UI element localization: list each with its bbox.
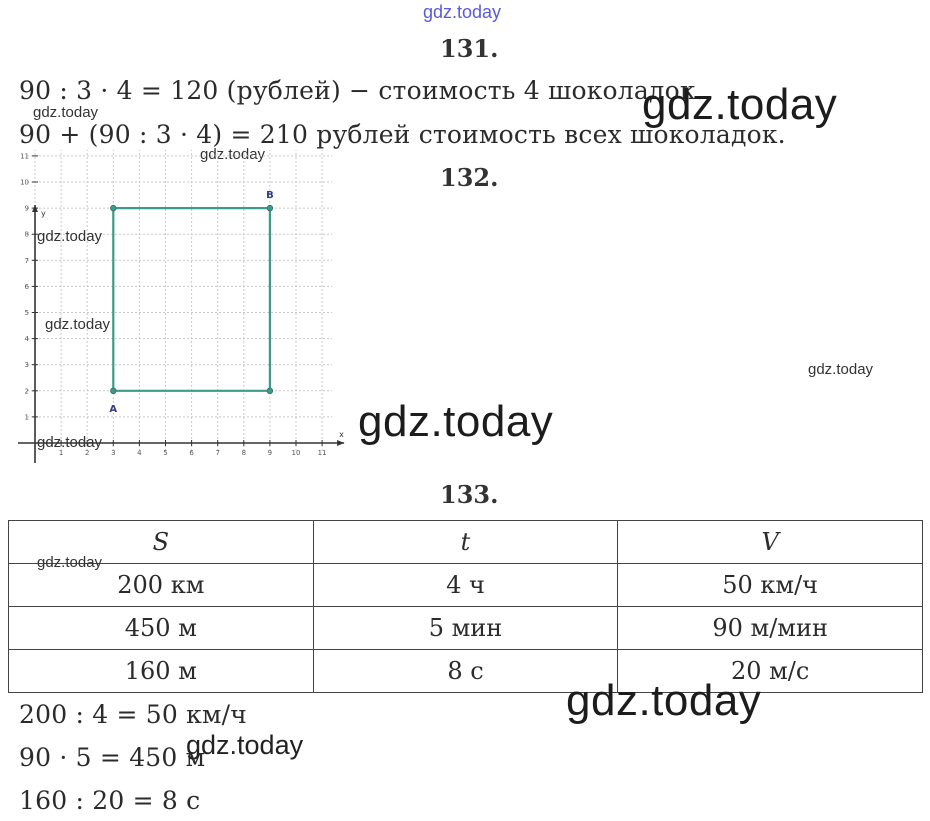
solution-131-line-2: 90 + (90 : 3 · 4) = 210 рублей стоимость всех шоколадок. bbox=[19, 120, 786, 149]
y-tick-label: 10 bbox=[20, 178, 29, 187]
x-tick-label: 6 bbox=[189, 449, 194, 457]
watermark-small: gdz.today bbox=[200, 146, 266, 163]
table-row bbox=[9, 650, 923, 693]
table-header-cell: S bbox=[9, 521, 314, 564]
watermark-small: gdz.today bbox=[808, 361, 874, 378]
point-label-b: B bbox=[266, 190, 274, 202]
x-tick-label: 8 bbox=[241, 449, 247, 457]
table-cell: 8 с bbox=[313, 650, 618, 693]
y-tick-label: 7 bbox=[24, 256, 29, 265]
x-tick-label: 7 bbox=[215, 449, 220, 457]
y-tick-label: 1 bbox=[24, 413, 29, 422]
x-tick-label: 5 bbox=[163, 449, 168, 457]
y-tick-label: 6 bbox=[24, 282, 29, 291]
point-label-a: A bbox=[109, 403, 118, 415]
x-axis-arrow bbox=[337, 440, 344, 446]
rectangle-shape bbox=[113, 208, 270, 391]
heading-132: 132. bbox=[440, 163, 499, 192]
watermark-big: gdz.today bbox=[566, 676, 762, 725]
y-tick-label: 5 bbox=[24, 309, 29, 317]
watermark-medium: gdz.today bbox=[186, 730, 304, 760]
x-tick-label: 2 bbox=[84, 449, 90, 457]
x-tick-label: 1 bbox=[58, 449, 64, 457]
watermark-big: gdz.today bbox=[642, 80, 838, 129]
y-tick-label: 9 bbox=[24, 204, 29, 213]
watermark-small: gdz.today bbox=[37, 228, 103, 245]
solution-133-line-3: 160 : 20 = 8 с bbox=[19, 786, 201, 815]
watermark-small: gdz.today bbox=[37, 554, 103, 571]
watermark-small: gdz.today bbox=[37, 434, 103, 451]
x-tick-label: 4 bbox=[137, 449, 142, 457]
y-tick-label: 3 bbox=[24, 361, 29, 370]
vertex-point bbox=[111, 388, 117, 394]
x-tick-label: 3 bbox=[111, 449, 116, 457]
table-cell: 90 м/мин bbox=[618, 607, 923, 650]
vertex-point bbox=[267, 388, 273, 394]
y-axis-label: y bbox=[41, 209, 46, 218]
table-cell: 450 м bbox=[9, 607, 314, 650]
watermark-big: gdz.today bbox=[358, 397, 554, 446]
table-cell: 160 м bbox=[9, 650, 314, 693]
table-cell: 5 мин bbox=[313, 607, 618, 650]
heading-133: 133. bbox=[440, 480, 499, 509]
x-tick-label: 10 bbox=[291, 449, 301, 457]
chart-ticks bbox=[20, 152, 326, 457]
table-cell: 50 км/ч bbox=[618, 564, 923, 607]
table-cell: 200 км bbox=[9, 564, 314, 607]
y-tick-label: 11 bbox=[20, 152, 29, 161]
solution-131-line-1: 90 : 3 · 4 = 120 (рублей) − стоимость 4 шоколадок. bbox=[19, 76, 704, 105]
x-tick-label: 11 bbox=[317, 449, 327, 457]
table-cell: 4 ч bbox=[313, 564, 618, 607]
table-header-row bbox=[9, 521, 923, 564]
watermark-small: gdz.today bbox=[45, 316, 111, 333]
watermark-small: gdz.today bbox=[33, 104, 99, 121]
watermark-top: gdz.today bbox=[423, 2, 502, 22]
solution-133-line-1: 200 : 4 = 50 км/ч bbox=[19, 700, 247, 729]
table-row bbox=[9, 564, 923, 607]
solution-133-line-2: 90 · 5 = 450 м bbox=[19, 743, 206, 772]
y-tick-label: 4 bbox=[24, 335, 29, 344]
table-row bbox=[9, 607, 923, 650]
y-tick-label: 8 bbox=[24, 230, 29, 239]
x-tick-label: 9 bbox=[267, 449, 273, 457]
table-header-cell: t bbox=[313, 521, 618, 564]
x-axis-label: x bbox=[339, 430, 344, 439]
data-table bbox=[8, 520, 923, 693]
heading-131: 131. bbox=[440, 34, 499, 63]
table-cell: 20 м/с bbox=[618, 650, 923, 693]
vertex-point bbox=[111, 205, 117, 211]
table-header-cell: V bbox=[618, 521, 923, 564]
y-tick-label: 2 bbox=[24, 387, 29, 396]
vertex-point bbox=[267, 205, 273, 211]
